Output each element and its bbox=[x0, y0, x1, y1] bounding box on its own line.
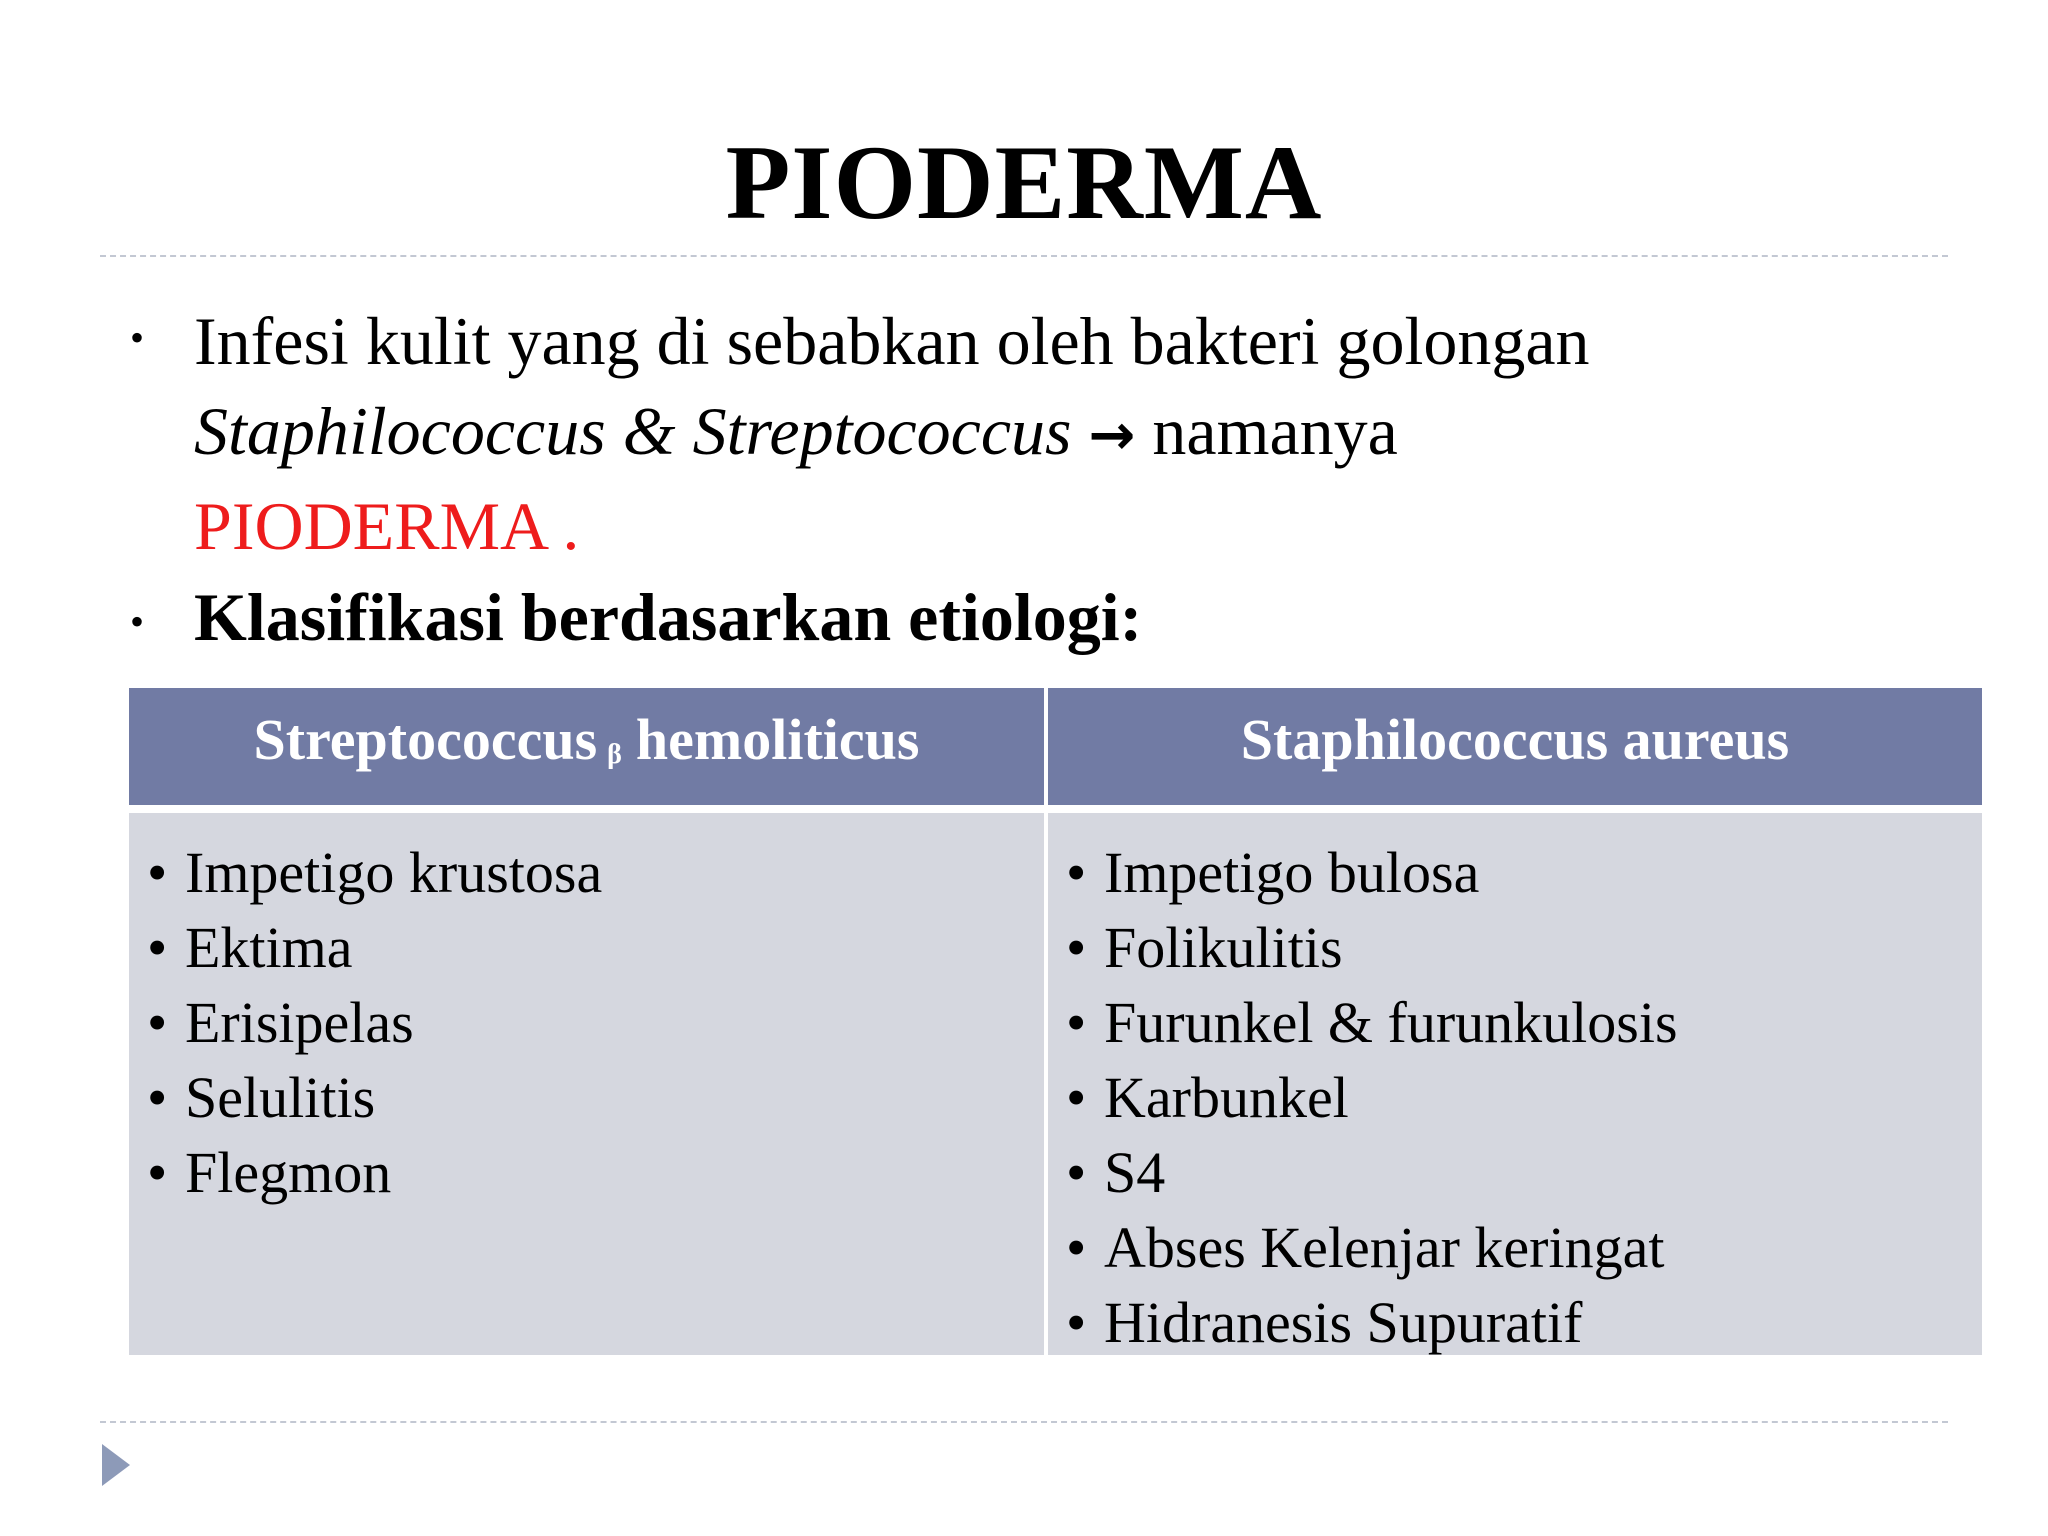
bullet-dot: • bbox=[130, 599, 145, 644]
definition-line1: Infesi kulit yang di sebabkan oleh bakteri golongan bbox=[194, 303, 1590, 379]
header-strep-a: Streptococcus bbox=[253, 707, 598, 772]
classification-heading: Klasifikasi berdasarkan etiologi: bbox=[194, 579, 1143, 655]
header-beta: β bbox=[607, 739, 622, 770]
list-item: • Furunkel & furunkulosis bbox=[1066, 990, 1678, 1055]
list-item: • Erisipelas bbox=[147, 990, 414, 1055]
list-item: • Hidranesis Supuratif bbox=[1066, 1290, 1583, 1355]
definition-bacteria: Staphilococcus & Streptococcus bbox=[194, 393, 1072, 469]
list-item: • Karbunkel bbox=[1066, 1065, 1349, 1130]
staphilococcus-list bbox=[1048, 835, 1982, 1360]
slide-title: PIODERMA bbox=[725, 124, 1323, 241]
table-cell-staphilococcus bbox=[1048, 813, 1982, 1355]
table-header-streptococcus bbox=[129, 688, 1044, 805]
list-item: • Flegmon bbox=[147, 1140, 392, 1205]
bullet-dot: • bbox=[130, 315, 145, 360]
list-item: • Folikulitis bbox=[1066, 915, 1343, 980]
list-item: • Ektima bbox=[147, 915, 353, 980]
list-item: • S4 bbox=[1066, 1140, 1166, 1205]
bullet-definition bbox=[130, 296, 1880, 571]
bullet-classification bbox=[130, 579, 1143, 655]
list-item: • Impetigo krustosa bbox=[147, 840, 603, 905]
arrow-right-icon: → bbox=[1088, 403, 1136, 468]
bullet-definition-text bbox=[194, 296, 1880, 571]
streptococcus-list bbox=[129, 835, 1044, 1210]
definition-term: PIODERMA . bbox=[194, 488, 580, 564]
table-cell-streptococcus bbox=[129, 813, 1044, 1355]
footer-divider bbox=[100, 1421, 1948, 1423]
header-strep-b: hemoliticus bbox=[635, 707, 920, 772]
play-triangle-icon[interactable] bbox=[102, 1444, 130, 1486]
definition-line2-rest: namanya bbox=[1152, 393, 1398, 469]
table-header-staphilococcus: Staphilococcus aureus bbox=[1048, 688, 1982, 805]
etiology-table bbox=[129, 688, 1982, 1355]
list-item: • Abses Kelenjar keringat bbox=[1066, 1215, 1665, 1280]
title-divider bbox=[100, 255, 1948, 257]
list-item: • Selulitis bbox=[147, 1065, 376, 1130]
list-item: • Impetigo bulosa bbox=[1066, 840, 1480, 905]
